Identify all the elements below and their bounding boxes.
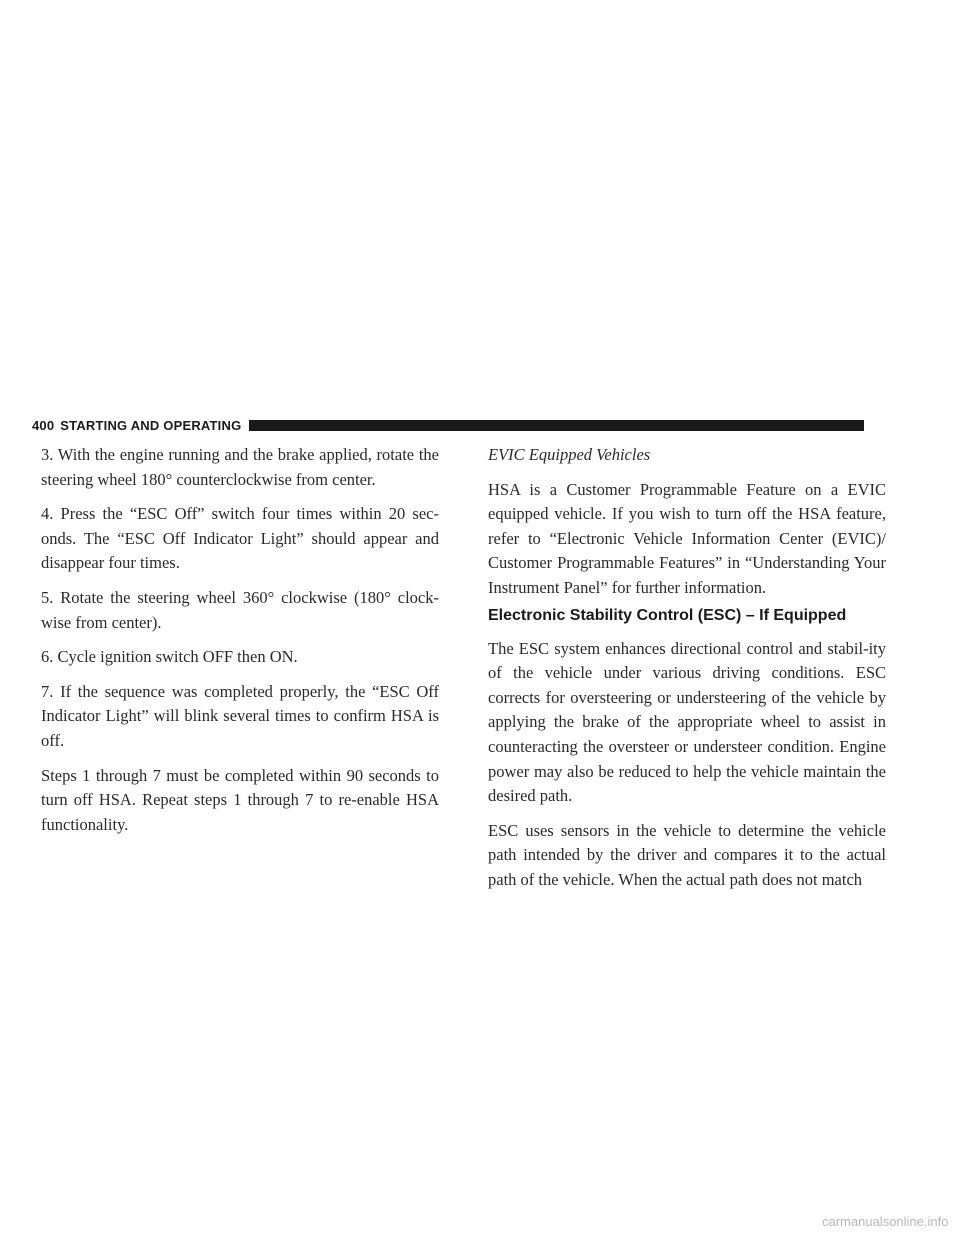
step-6-paragraph: 6. Cycle ignition switch OFF then ON.	[41, 647, 298, 667]
right-column	[488, 443, 886, 903]
step-4-paragraph: 4. Press the “ESC Off” switch four times within 20 sec-onds. The “ESC Off Indicator Light” should appear and disappear four times.	[41, 504, 439, 573]
esc-paragraph-2: ESC uses sensors in the vehicle to determine the vehicle path intended by the driver and compares it to the actual path of the vehicle. When the actual path does not match	[488, 820, 886, 889]
header-rule	[249, 420, 864, 431]
site-watermark: carmanualsonline.info	[822, 1214, 949, 1229]
step-3-paragraph: 3. With the engine running and the brake applied, rotate the steering wheel 180° counterclockwise from center.	[41, 445, 439, 489]
evic-subheading: EVIC Equipped Vehicles	[488, 445, 651, 464]
page-header	[32, 418, 864, 432]
step-7-paragraph: 7. If the sequence was completed properly, the “ESC Off Indicator Light” will blink several times to confirm HSA is off.	[41, 681, 439, 750]
esc-paragraph-1: The ESC system enhances directional control and stabil-ity of the vehicle under various driving conditions. ESC corrects for oversteering or understeering of the vehicle by applying the brake of the appropriate wheel to assist in counteracting the oversteer or understeer condition. Engine power may also be reduced to help the vehicle maintain the desired path.	[488, 638, 886, 806]
step-5-paragraph: 5. Rotate the steering wheel 360° clockwise (180° clock-wise from center).	[41, 587, 439, 632]
section-title: STARTING AND OPERATING	[60, 417, 242, 433]
left-column	[41, 443, 439, 847]
evic-paragraph: HSA is a Customer Programmable Feature on a EVIC equipped vehicle. If you wish to turn off the HSA feature, refer to “Electronic Vehicle Information Center (EVIC)/ Customer Programmable Features” in “Understanding Your Instrument Panel” for further information.	[488, 479, 886, 597]
steps-summary-paragraph: Steps 1 through 7 must be completed within 90 seconds to turn off HSA. Repeat steps 1 through 7 to re-enable HSA functionality.	[41, 765, 439, 834]
esc-heading: Electronic Stability Control (ESC) – If Equipped	[488, 606, 847, 624]
page-number: 400	[32, 417, 55, 433]
